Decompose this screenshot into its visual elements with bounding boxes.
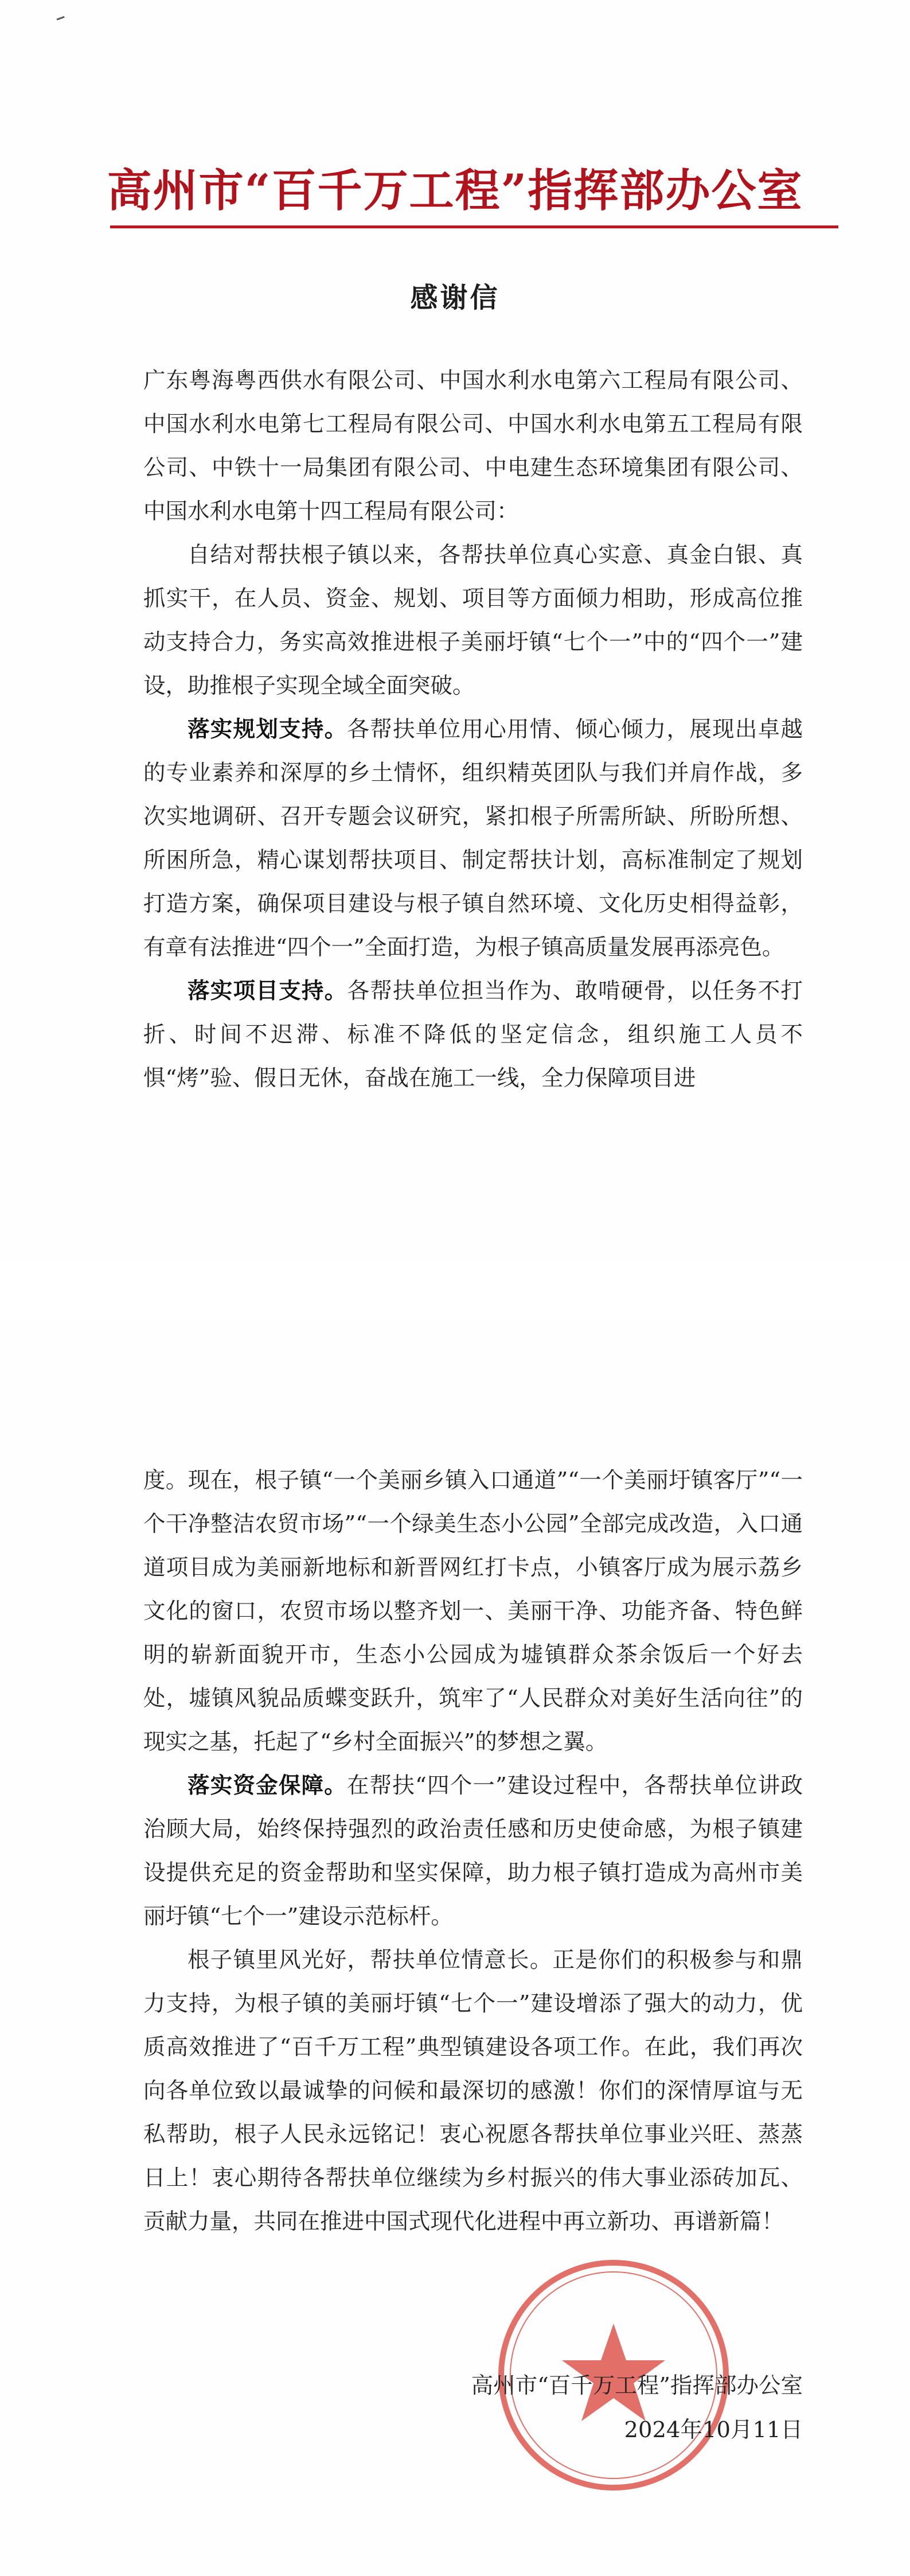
salutation: 广东粤海粤西供水有限公司、中国水利水电第六工程局有限公司、中国水利水电第七工程局有限公司、中国水利水电第五工程局有限公司、中铁十一局集团有限公司、中电建生态环境集团有限公司、中国水利水电第十四工程局有限公司： xyxy=(143,368,803,524)
letter-page-1 xyxy=(0,0,910,1262)
letterhead-title: 高州市“百千万工程”指挥部办公室 xyxy=(107,165,803,217)
signature-organization: 高州市“百千万工程”指挥部办公室 xyxy=(471,2373,803,2399)
project-support-text-part2: 度。现在，根子镇“一个美丽乡镇入口通道”“一个美丽圩镇客厅”“一个干净整洁农贸市场”“一个绿美生态小公园”全部完成改造，入口通道项目成为美丽新地标和新晋网红打卡点，小镇客厅成为展示荔乡文化的窗口，农贸市场以整齐划一、美丽干净、功能齐备、特色鲜明的崭新面貌开市，生态小公园成为墟镇群众茶余饭后一个好去处，墟镇风貌品质蝶变跃升，筑牢了“人民群众对美好生活向往”的现实之基，托起了“乡村全面振兴”的梦想之翼。 xyxy=(143,1468,803,1755)
project-support-paragraph xyxy=(143,970,803,1100)
funding-support-lead: 落实资金保障。 xyxy=(188,1773,347,1799)
letter-body-page-2 xyxy=(143,1459,803,2244)
funding-support-text: 在帮扶“四个一”建设过程中，各帮扶单位讲政治顾大局，始终保持强烈的政治责任感和历史使命感，为根子镇建设提供充足的资金帮助和坚实保障，助力根子镇打造成为高州市美丽圩镇“七个一”建设示范标杆。 xyxy=(143,1773,803,1929)
letterhead-red-rule xyxy=(110,225,838,228)
scan-mark xyxy=(57,16,67,25)
letter-title: 感谢信 xyxy=(410,282,500,314)
planning-support-lead: 落实规划支持。 xyxy=(188,717,347,742)
funding-support-paragraph xyxy=(143,1764,803,1939)
signature-date: 2024年10月11日 xyxy=(624,2417,803,2443)
intro-paragraph: 自结对帮扶根子镇以来，各帮扶单位真心实意、真金白银、真抓实干，在人员、资金、规划、项目等方面倾力相助，形成高位推动支持合力，务实高效推进根子美丽圩镇“七个一”中的“四个一”建设，助推根子实现全域全面突破。 xyxy=(143,542,803,699)
closing-paragraph: 根子镇里风光好，帮扶单位情意长。正是你们的积极参与和鼎力支持，为根子镇的美丽圩镇“七个一”建设增添了强大的动力，优质高效推进了“百千万工程”典型镇建设各项工作。在此，我们再次向各单位致以最诚挚的问候和最深切的感激！你们的深情厚谊与无私帮助，根子人民永远铭记！衷心祝愿各帮扶单位事业兴旺、蒸蒸日上！衷心期待各帮扶单位继续为乡村振兴的伟大事业添砖加瓦、贡献力量，共同在推进中国式现代化进程中再立新功、再谱新篇！ xyxy=(143,1947,803,2235)
project-support-lead: 落实项目支持。 xyxy=(188,978,347,1004)
planning-support-text: 各帮扶单位用心用情、倾心倾力，展现出卓越的专业素养和深厚的乡土情怀，组织精英团队与我们并肩作战，多次实地调研、召开专题会议研究，紧扣根子所需所缺、所盼所想、所困所急，精心谋划帮扶项目、制定帮扶计划，高标准制定了规划打造方案，确保项目建设与根子镇自然环境、文化历史相得益彰，有章有法推进“四个一”全面打造，为根子镇高质量发展再添亮色。 xyxy=(143,717,803,960)
letter-body-page-1 xyxy=(143,359,803,1100)
project-support-text-part1: 各帮扶单位担当作为、敢啃硬骨，以任务不打折、时间不迟滞、标准不降低的坚定信念，组织施工人员不惧“烤”验、假日无休，奋战在施工一线，全力保障项目进 xyxy=(143,978,803,1091)
planning-support-paragraph xyxy=(143,708,803,970)
page-gap xyxy=(0,1262,910,1320)
